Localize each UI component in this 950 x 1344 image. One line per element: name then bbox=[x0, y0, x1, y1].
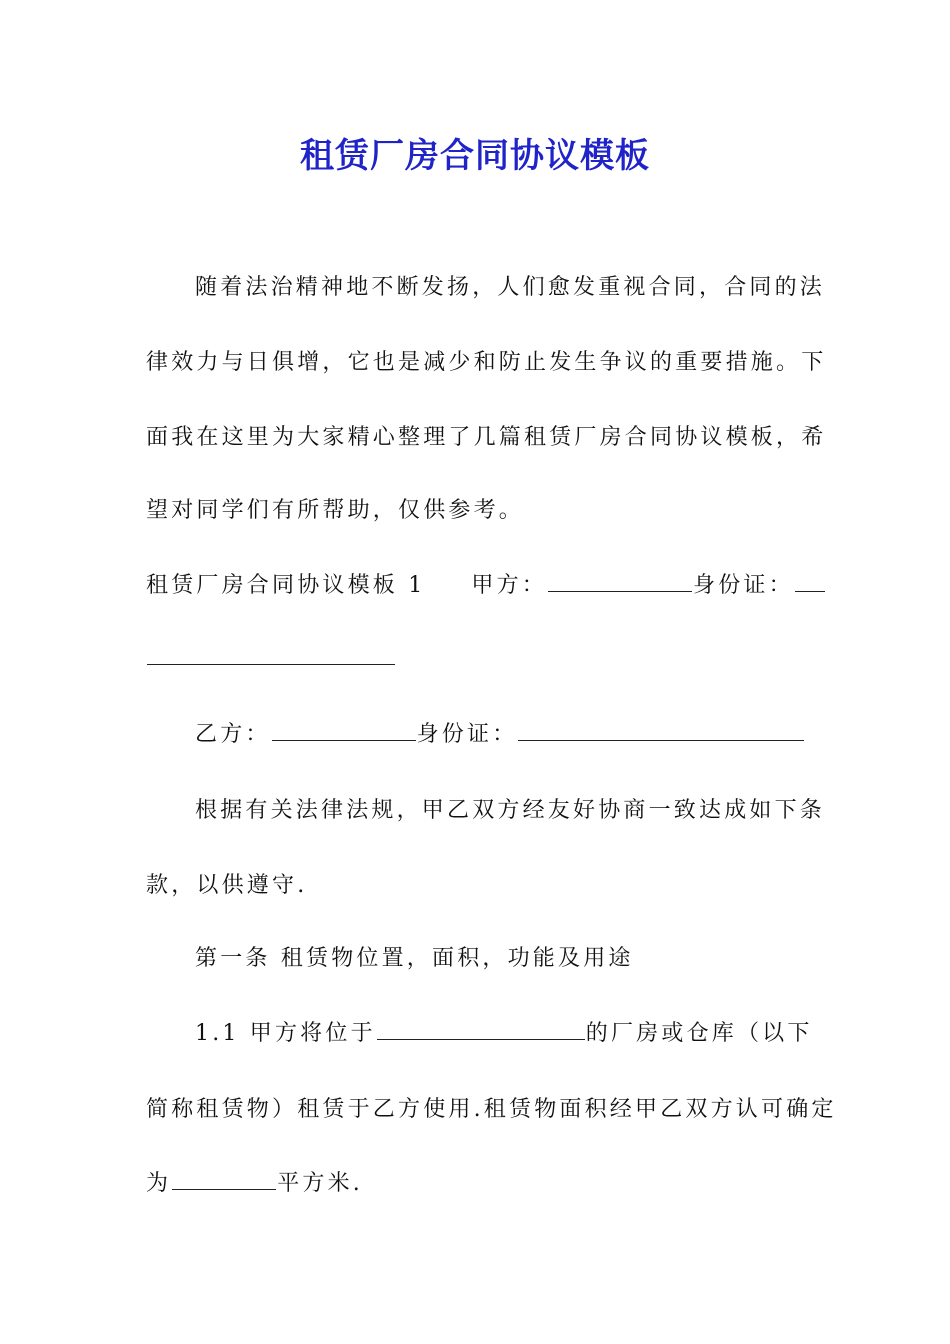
party-a-id-continuation bbox=[146, 642, 806, 671]
party-b-label: 乙方： bbox=[195, 722, 271, 747]
location-blank[interactable] bbox=[377, 1017, 585, 1040]
document-title: 租赁厂房合同协议模板 bbox=[300, 136, 650, 176]
intro-line-4: 望对同学们有所帮助，仅供参考。 bbox=[146, 498, 525, 523]
clause-1-1-line-1 bbox=[195, 1016, 855, 1047]
party-a-blank[interactable] bbox=[548, 569, 692, 592]
party-b-blank[interactable] bbox=[272, 718, 416, 741]
clause-1-1-prefix: 1.1 甲方将位于 bbox=[195, 1021, 376, 1046]
intro-line-1: 随着法治精神地不断发扬，人们愈发重视合同，合同的法 bbox=[195, 275, 826, 300]
clause-1-1-line3-suffix: 平方米. bbox=[277, 1171, 363, 1196]
clause-1-1-line-2: 简称租赁物）租赁于乙方使用.租赁物面积经甲乙双方认可确定 bbox=[146, 1097, 837, 1122]
area-blank[interactable] bbox=[172, 1167, 276, 1190]
party-a-id-blank-continued[interactable] bbox=[147, 642, 395, 665]
clause-1-1-line-3 bbox=[146, 1166, 806, 1197]
preamble-line-1: 根据有关法律法规，甲乙双方经友好协商一致达成如下条 bbox=[195, 798, 826, 823]
template-heading: 租赁厂房合同协议模板 1 bbox=[146, 573, 426, 598]
party-a-line bbox=[146, 568, 806, 599]
clause-1-1-line3-prefix: 为 bbox=[146, 1171, 172, 1196]
party-b-line bbox=[195, 717, 855, 748]
party-a-id-blank[interactable] bbox=[795, 569, 825, 592]
intro-line-3: 面我在这里为大家精心整理了几篇租赁厂房合同协议模板，希 bbox=[146, 425, 827, 450]
clause-1-1-suffix: 的厂房或仓库（以下 bbox=[585, 1021, 813, 1046]
preamble-line-2: 款，以供遵守. bbox=[146, 873, 308, 898]
intro-line-2: 律效力与日俱增，它也是减少和防止发生争议的重要措施。下 bbox=[146, 350, 827, 375]
party-b-id-blank[interactable] bbox=[518, 718, 804, 741]
party-a-id-label: 身份证： bbox=[693, 573, 794, 598]
party-b-id-label: 身份证： bbox=[416, 722, 518, 747]
party-a-label: 甲方： bbox=[471, 573, 548, 598]
article-1-heading: 第一条 租赁物位置，面积，功能及用途 bbox=[195, 946, 634, 971]
